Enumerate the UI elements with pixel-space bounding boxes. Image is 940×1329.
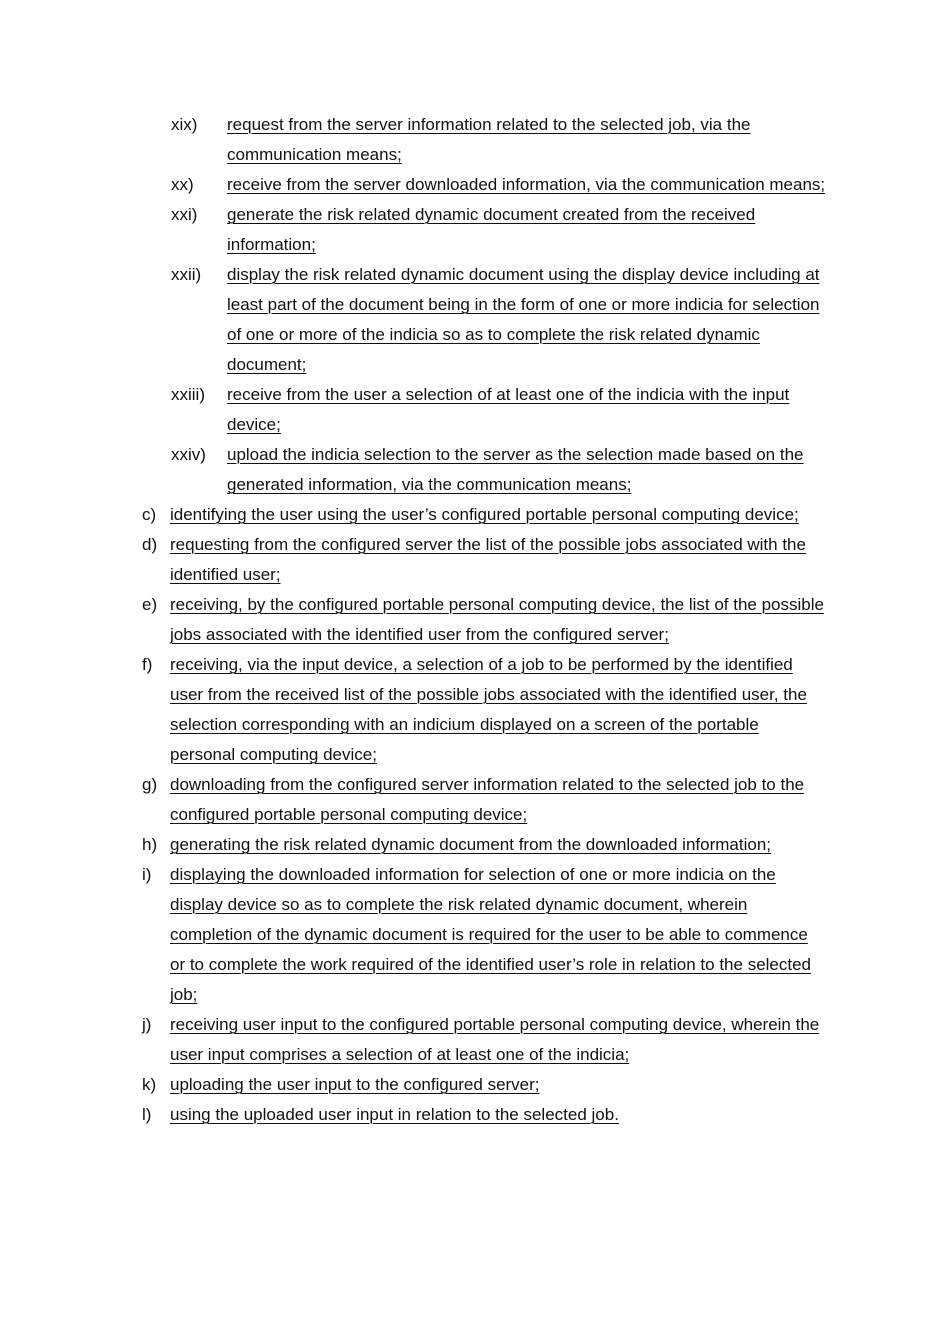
- step-c: [0, 500, 940, 530]
- step-text: receiving user input to the configured portable personal computing device, wherein the user input comprises a selection of at least one of the indicia;: [170, 1015, 820, 1064]
- sub-step-xxiv: [0, 440, 940, 500]
- step-d: [0, 530, 940, 590]
- sub-step-label: xxiv): [171, 445, 206, 464]
- sub-step-xxii: [0, 260, 940, 380]
- sub-step-label: xxii): [171, 265, 202, 284]
- sub-step-xix: [0, 110, 940, 170]
- step-text: generating the risk related dynamic document from the downloaded information;: [170, 835, 772, 854]
- step-i: [0, 860, 940, 1010]
- step-label: j): [142, 1015, 152, 1034]
- sub-step-xxiii: [0, 380, 940, 440]
- step-label: h): [142, 835, 158, 854]
- step-text: receiving, via the input device, a selection of a job to be performed by the identified user from the received list of the possible jobs associated with the identified user, the selection corresponding with an indicium displayed on a screen of the portable personal computing device;: [170, 655, 807, 764]
- step-label: e): [142, 595, 158, 614]
- step-f: [0, 650, 940, 770]
- step-e: [0, 590, 940, 650]
- step-label: i): [142, 865, 152, 884]
- sub-step-text: upload the indicia selection to the server as the selection made based on the generated information, via the communication means;: [227, 445, 804, 494]
- step-text: identifying the user using the user’s configured portable personal computing device;: [170, 505, 799, 524]
- sub-step-xx: [0, 170, 940, 200]
- sub-step-text: generate the risk related dynamic document created from the received information;: [227, 205, 756, 254]
- step-text: using the uploaded user input in relation to the selected job.: [170, 1105, 619, 1124]
- step-label: f): [142, 655, 153, 674]
- step-label: l): [142, 1105, 152, 1124]
- sub-step-label: xxiii): [171, 385, 205, 404]
- step-label: c): [142, 505, 157, 524]
- sub-step-text: receive from the user a selection of at least one of the indicia with the input device;: [227, 385, 790, 434]
- claim-steps-list: [0, 110, 940, 1130]
- sub-step-label: xix): [171, 115, 198, 134]
- sub-step-text: display the risk related dynamic document using the display device including at least part of the document being in the form of one or more indicia for selection of one or more of the indicia so as to complete the risk related dynamic document;: [227, 265, 820, 374]
- step-text: displaying the downloaded information for selection of one or more indicia on the display device so as to complete the risk related dynamic document, wherein completion of the dynamic document is required for the user to be able to commence or to complete the work required of the identified user’s role in relation to the selected job;: [170, 865, 812, 1004]
- step-label: g): [142, 775, 158, 794]
- step-label: d): [142, 535, 158, 554]
- sub-step-label: xxi): [171, 205, 198, 224]
- step-text: downloading from the configured server information related to the selected job to the configured portable personal computing device;: [170, 775, 805, 824]
- step-g: [0, 770, 940, 830]
- sub-step-text: request from the server information related to the selected job, via the communication means;: [227, 115, 751, 164]
- step-text: receiving, by the configured portable personal computing device, the list of the possible jobs associated with the identified user from the configured server;: [170, 595, 824, 644]
- sub-step-text: receive from the server downloaded information, via the communication means;: [227, 175, 826, 194]
- step-k: [0, 1070, 940, 1100]
- step-label: k): [142, 1075, 157, 1094]
- sub-step-label: xx): [171, 175, 194, 194]
- step-l: [0, 1100, 940, 1130]
- sub-step-xxi: [0, 200, 940, 260]
- step-h: [0, 830, 940, 860]
- step-text: requesting from the configured server the list of the possible jobs associated with the identified user;: [170, 535, 806, 584]
- step-j: [0, 1010, 940, 1070]
- step-text: uploading the user input to the configured server;: [170, 1075, 540, 1094]
